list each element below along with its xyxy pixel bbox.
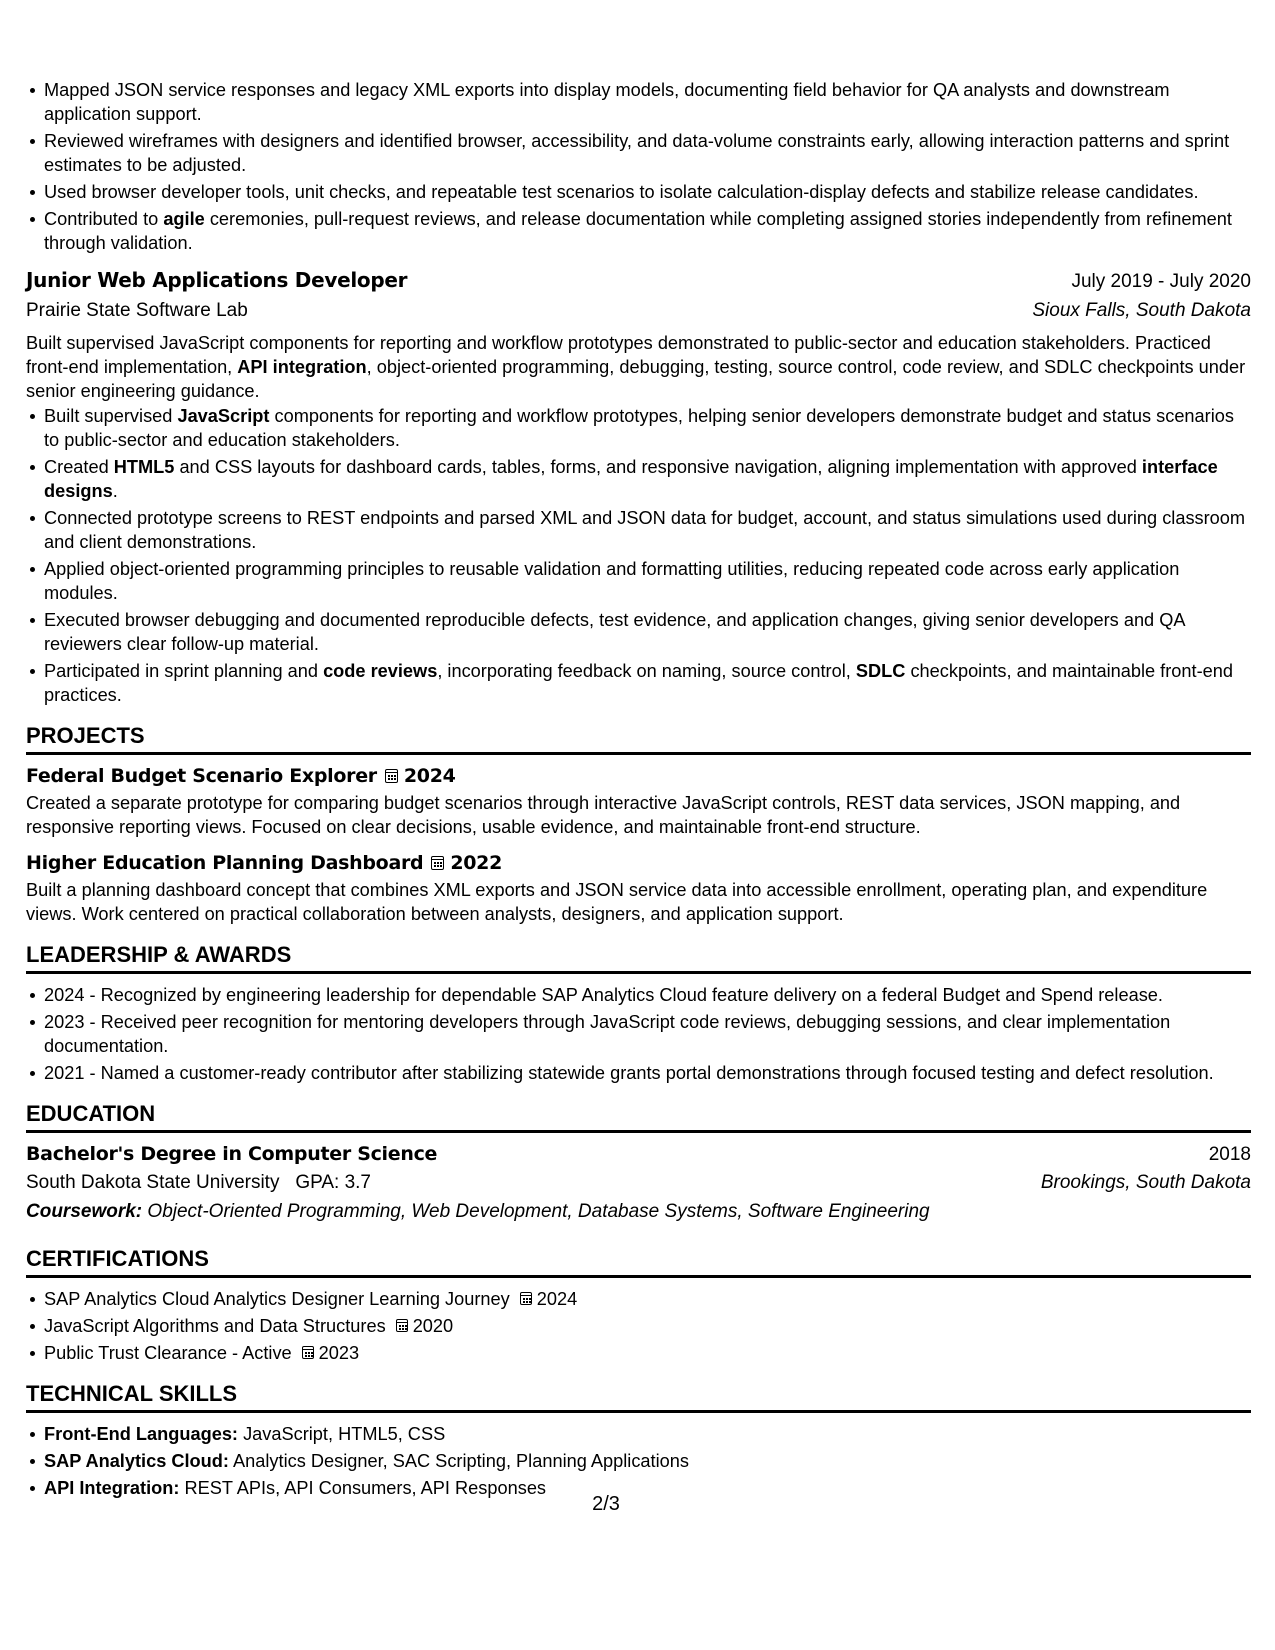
bullet-emphasis: HTML5 (113, 457, 175, 477)
bullet-emphasis: SDLC (855, 661, 906, 681)
list-item (44, 207, 1251, 255)
project-title: Higher Education Planning Dashboard (26, 852, 424, 874)
bullet-text: and CSS layouts for dashboard cards, tables, forms, and responsive navigation, aligning implementation with approved (174, 457, 1142, 477)
skills-heading: TECHNICAL SKILLS (26, 1381, 1251, 1413)
bullet-text: Contributed to (44, 209, 164, 229)
cert-name: Public Trust Clearance - Active (44, 1343, 292, 1363)
list-item (44, 1341, 1251, 1365)
company-name: Prairie State Software Lab (26, 300, 248, 321)
bullet-text: Built supervised (44, 406, 178, 426)
list-item: Executed browser debugging and documented reproducible defects, test evidence, and application changes, giving senior developers and QA reviewers clear follow-up material. (44, 608, 1251, 656)
list-item (44, 1314, 1251, 1338)
project-year: 2022 (450, 852, 503, 874)
summary-emphasis: API integration (237, 357, 367, 377)
resume-page (26, 78, 1251, 1503)
bullet-emphasis: agile (163, 209, 205, 229)
calendar-icon (396, 1319, 408, 1332)
page-number: 2/3 (592, 1493, 620, 1515)
education-heading: EDUCATION (26, 1101, 1251, 1133)
previous-job-bullets (26, 78, 1251, 255)
certifications-heading: CERTIFICATIONS (26, 1246, 1251, 1278)
coursework-list: Object-Oriented Programming, Web Development, Database Systems, Software Engineering (147, 1201, 930, 1222)
projects-heading: PROJECTS (26, 723, 1251, 755)
cert-year: 2020 (412, 1316, 454, 1336)
list-item (44, 659, 1251, 707)
cert-name: SAP Analytics Cloud Analytics Designer Learning Journey (44, 1289, 510, 1309)
degree-title: Bachelor's Degree in Computer Science (26, 1143, 438, 1165)
coursework-label: Coursework: (26, 1201, 143, 1222)
cert-year: 2024 (536, 1289, 578, 1309)
list-item: Connected prototype screens to REST endpoints and parsed XML and JSON data for budget, account, and status simulations used during classroom and client demonstrations. (44, 506, 1251, 554)
bullet-text: , incorporating feedback on naming, source control, (437, 661, 856, 681)
certifications-list (26, 1287, 1251, 1365)
school-location: Brookings, South Dakota (1040, 1172, 1251, 1193)
bullet-text: Created (44, 457, 114, 477)
job-location: Sioux Falls, South Dakota (1032, 300, 1251, 321)
education-entry (26, 1142, 1251, 1224)
project-entry (26, 764, 1251, 839)
project-description: Created a separate prototype for comparing budget scenarios through interactive JavaScript controls, REST data services, JSON mapping, and responsive reporting views. Focused on clear decisions, usable evidence, and maintainable front-end structure. (26, 793, 1181, 837)
leadership-list (26, 983, 1251, 1085)
graduation-year: 2018 (1208, 1144, 1251, 1165)
cert-name: JavaScript Algorithms and Data Structures (44, 1316, 386, 1336)
project-description: Built a planning dashboard concept that combines XML exports and JSON service data into accessible enrollment, operating plan, and expenditure views. Work centered on practical collaboration between analysts, designers, and application support. (26, 880, 1208, 924)
list-item: 2023 - Received peer recognition for mentoring developers through JavaScript code reviews, debugging sessions, and clear implementation documentation. (44, 1010, 1251, 1058)
list-item: Used browser developer tools, unit checks, and repeatable test scenarios to isolate calculation-display defects and stabilize release candidates. (44, 180, 1251, 204)
list-item: 2021 - Named a customer-ready contributor after stabilizing statewide grants portal demonstrations through focused testing and defect resolution. (44, 1061, 1251, 1085)
calendar-icon (431, 856, 444, 870)
summary-text: , object-oriented programming, debugging, testing, source control, code review, and SDLC checkpoints under senior engineering guidance. (26, 357, 1246, 401)
list-item: Reviewed wireframes with designers and identified browser, accessibility, and data-volume constraints early, allowing interaction patterns and sprint estimates to be adjusted. (44, 129, 1251, 177)
project-year: 2024 (403, 765, 456, 787)
calendar-icon (302, 1346, 314, 1359)
job-summary (26, 331, 1251, 403)
skill-label: SAP Analytics Cloud: (44, 1451, 229, 1471)
cert-year: 2023 (318, 1343, 360, 1363)
bullet-emphasis: code reviews (323, 661, 438, 681)
skill-label: Front-End Languages: (44, 1424, 238, 1444)
bullet-emphasis: JavaScript (177, 406, 270, 426)
list-item: Applied object-oriented programming principles to reusable validation and formatting utilities, reducing repeated code across early application modules. (44, 557, 1251, 605)
job-dates: July 2019 - July 2020 (1071, 271, 1251, 292)
skills-list (26, 1422, 1251, 1500)
job-bullets (26, 404, 1251, 707)
calendar-icon (520, 1292, 532, 1305)
job-title: Junior Web Applications Developer (26, 268, 408, 292)
skill-value: REST APIs, API Consumers, API Responses (184, 1478, 547, 1498)
bullet-text: Participated in sprint planning and (44, 661, 324, 681)
list-item (44, 1449, 1251, 1473)
calendar-icon (385, 769, 398, 783)
project-entry (26, 851, 1251, 926)
skill-value: Analytics Designer, SAC Scripting, Planning Applications (233, 1451, 689, 1471)
bullet-text: . (112, 481, 118, 501)
coursework (26, 1200, 1251, 1224)
leadership-heading: LEADERSHIP & AWARDS (26, 942, 1251, 974)
list-item: 2024 - Recognized by engineering leadership for dependable SAP Analytics Cloud feature delivery on a federal Budget and Spend release. (44, 983, 1251, 1007)
bullet-text: components for reporting and workflow prototypes, helping senior developers demonstrate budget and status scenarios to public-sector and education stakeholders. (44, 406, 1234, 450)
bullet-text: checkpoints, and maintainable front-end practices. (44, 661, 1233, 705)
skill-label: API Integration: (44, 1478, 180, 1498)
skill-value: JavaScript, HTML5, CSS (243, 1424, 446, 1444)
school-name: South Dakota State University (26, 1172, 280, 1193)
bullet-text: ceremonies, pull-request reviews, and release documentation while completing assigned stories independently from refinement through validation. (44, 209, 1232, 253)
list-item (44, 455, 1251, 503)
list-item (44, 1422, 1251, 1446)
bullet-emphasis: interface designs (44, 457, 1218, 501)
list-item (44, 1287, 1251, 1311)
job-entry (26, 268, 1251, 707)
list-item (44, 404, 1251, 452)
gpa: GPA: 3.7 (295, 1172, 371, 1193)
project-title: Federal Budget Scenario Explorer (26, 765, 377, 787)
list-item: Mapped JSON service responses and legacy XML exports into display models, documenting field behavior for QA analysts and downstream application support. (44, 78, 1251, 126)
summary-text: Built supervised JavaScript components for reporting and workflow prototypes demonstrated to public-sector and education stakeholders. Practiced front-end implementation, (26, 333, 1211, 377)
